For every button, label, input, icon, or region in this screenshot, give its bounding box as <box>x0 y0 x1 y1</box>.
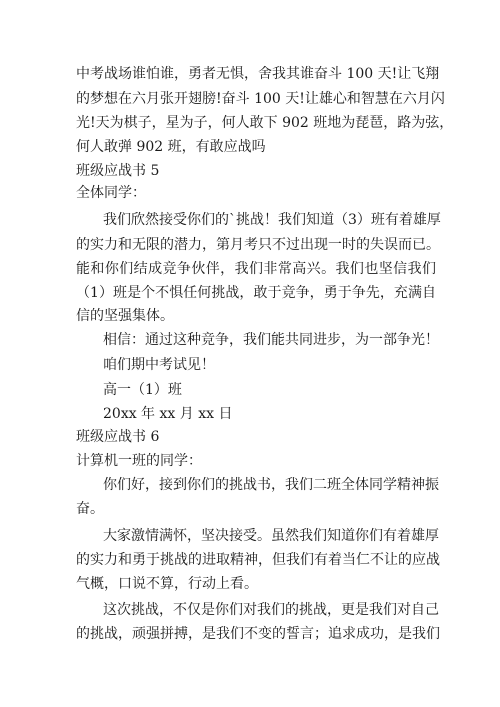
signature-date: 20xx 年 xx 月 xx 日 <box>103 406 233 422</box>
body-line: 这次挑战，不仅是你们对我们的挑战，更是我们对自己 <box>103 602 439 618</box>
body-line: 的实力和无限的潜力，第月考只不过出现一时的失误而已。 <box>76 237 440 253</box>
body-line: 大家激情满怀，坚决接受。虽然我们知道你们有着雄厚 <box>103 528 439 544</box>
body-line: 何人敢弹 902 班，有敢应战吗 <box>76 139 266 155</box>
signature-class: 高一（1）班 <box>103 382 182 398</box>
body-line: 相信：通过这种竞争，我们能共同进步，为一部争光！ <box>103 332 439 348</box>
body-line: （1）班是个不惧任何挑战，敢于竞争，勇于争先，充满自 <box>76 285 436 301</box>
body-line: 能和你们结成竞争伙伴，我们非常高兴。我们也坚信我们 <box>76 261 436 277</box>
body-line: 奋。 <box>76 501 104 517</box>
body-line: 你们好，接到你们的挑战书，我们二班全体同学精神振 <box>103 477 439 493</box>
salutation: 计算机一班的同学： <box>76 453 202 469</box>
section-heading: 班级应战书 6 <box>76 429 160 445</box>
body-line: 的梦想在六月张开翅膀!奋斗 100 天!让雄心和智慧在六月闪 <box>76 91 445 107</box>
body-line: 中考战场谁怕谁，勇者无惧，舍我其谁奋斗 100 天!让飞翔 <box>76 66 440 82</box>
body-line: 信的坚强集体。 <box>76 308 174 324</box>
section-heading: 班级应战书 5 <box>76 163 160 179</box>
salutation: 全体同学： <box>76 185 146 201</box>
body-line: 我们欣然接受你们的`挑战！我们知道（3）班有着雄厚 <box>103 212 441 228</box>
body-line: 的挑战，顽强拼搏，是我们不变的誓言；追求成功，是我们 <box>76 626 440 642</box>
body-line: 的实力和勇于挑战的进取精神，但我们有着当仁不让的应战 <box>76 552 440 568</box>
body-line: 光!天为棋子，星为子，何人敢下 902 班地为琵琶，路为弦， <box>76 115 454 131</box>
body-line: 气概，口说不算，行动上看。 <box>76 576 258 592</box>
body-line: 咱们期中考试见！ <box>103 357 215 373</box>
